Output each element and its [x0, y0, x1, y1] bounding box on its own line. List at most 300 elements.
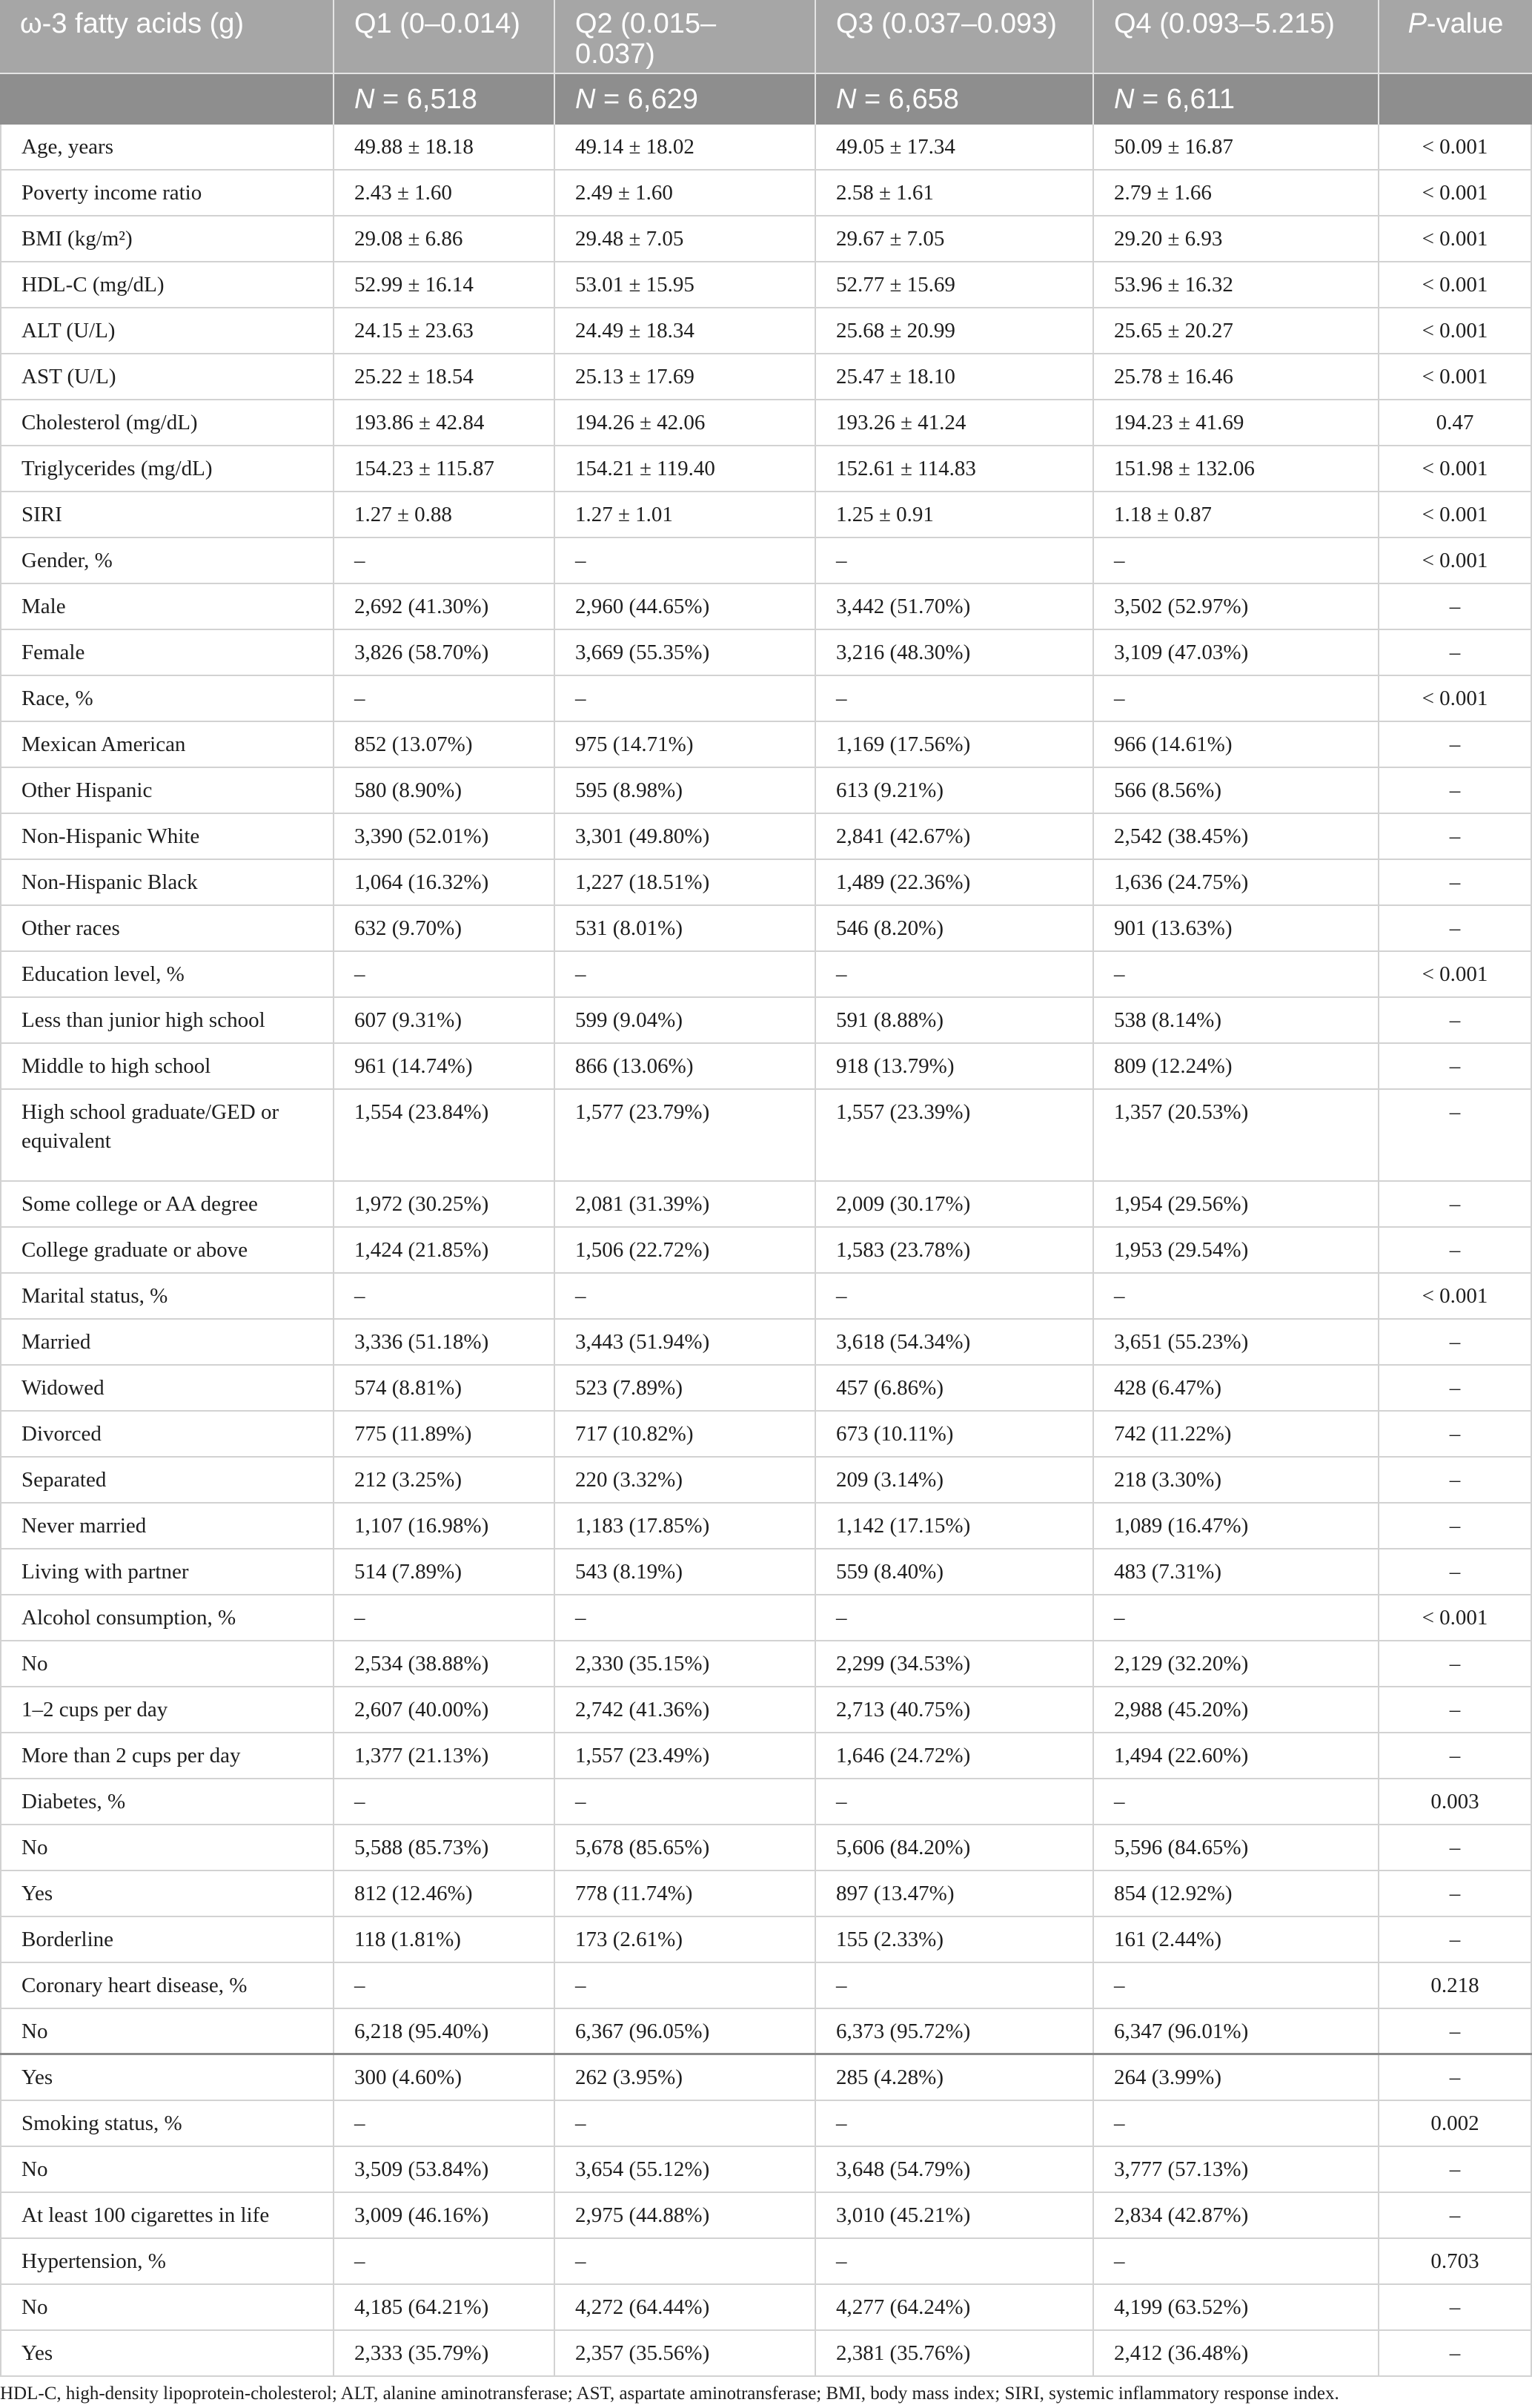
q3-cell: 3,618 (54.34%)	[816, 1320, 1094, 1364]
row-label: ALT (U/L)	[0, 308, 334, 353]
p-value-cell: –	[1379, 2331, 1532, 2375]
q1-cell: 775 (11.89%)	[334, 1412, 555, 1456]
q4-cell: 2,412 (36.48%)	[1094, 2331, 1379, 2375]
q4-cell: 566 (8.56%)	[1094, 768, 1379, 813]
p-value-cell: –	[1379, 2055, 1532, 2100]
q1-cell: 118 (1.81%)	[334, 1917, 555, 1962]
q3-cell: 2,299 (34.53%)	[816, 1641, 1094, 1686]
sample-size-q2	[555, 74, 816, 125]
q2-cell: 717 (10.82%)	[555, 1412, 816, 1456]
q4-cell: 2,988 (45.20%)	[1094, 1687, 1379, 1732]
table-row	[0, 354, 1532, 400]
column-header-variable-label: ω-3 fatty acids (g)	[20, 8, 245, 39]
q4-cell: 218 (3.30%)	[1094, 1458, 1379, 1502]
q1-cell: 3,009 (46.16%)	[334, 2193, 555, 2237]
q1-cell: –	[334, 676, 555, 721]
q3-cell: 1,489 (22.36%)	[816, 860, 1094, 904]
q3-cell: 2,713 (40.75%)	[816, 1687, 1094, 1732]
q3-cell: 25.68 ± 20.99	[816, 308, 1094, 353]
table-row	[0, 308, 1532, 354]
row-label: SIRI	[0, 492, 334, 537]
q1-cell: 607 (9.31%)	[334, 998, 555, 1042]
q1-cell: 24.15 ± 23.63	[334, 308, 555, 353]
p-value-cell: < 0.001	[1379, 216, 1532, 261]
q1-cell: –	[334, 952, 555, 996]
q2-cell: 3,654 (55.12%)	[555, 2147, 816, 2192]
row-label: Smoking status, %	[0, 2101, 334, 2146]
q3-cell: –	[816, 1963, 1094, 2008]
q2-cell: 1,506 (22.72%)	[555, 1228, 816, 1272]
p-value-cell: –	[1379, 1641, 1532, 1686]
p-value-cell: –	[1379, 860, 1532, 904]
q3-cell: 3,648 (54.79%)	[816, 2147, 1094, 2192]
p-value-cell: < 0.001	[1379, 1595, 1532, 1640]
table-row	[0, 1595, 1532, 1641]
q3-cell: –	[816, 1779, 1094, 1824]
row-label: Gender, %	[0, 538, 334, 583]
row-label: Other Hispanic	[0, 768, 334, 813]
q4-cell: 3,109 (47.03%)	[1094, 630, 1379, 675]
p-value-cell: < 0.001	[1379, 125, 1532, 169]
q3-cell: –	[816, 2101, 1094, 2146]
q2-cell: 1,227 (18.51%)	[555, 860, 816, 904]
q4-cell: 25.65 ± 20.27	[1094, 308, 1379, 353]
q4-cell: 161 (2.44%)	[1094, 1917, 1379, 1962]
q1-cell: 2,534 (38.88%)	[334, 1641, 555, 1686]
q2-cell: 778 (11.74%)	[555, 1871, 816, 1916]
q1-cell: –	[334, 538, 555, 583]
row-label: Non-Hispanic Black	[0, 860, 334, 904]
q3-cell: 1,557 (23.39%)	[816, 1090, 1094, 1180]
q4-cell: 151.98 ± 132.06	[1094, 446, 1379, 491]
q4-cell: 1,954 (29.56%)	[1094, 1182, 1379, 1226]
row-label: Middle to high school	[0, 1044, 334, 1088]
q2-cell: 1,183 (17.85%)	[555, 1504, 816, 1548]
q1-cell: 1.27 ± 0.88	[334, 492, 555, 537]
q2-cell: 1,577 (23.79%)	[555, 1090, 816, 1180]
column-header-q4	[1094, 0, 1379, 73]
q3-cell: 2,841 (42.67%)	[816, 814, 1094, 859]
row-label: Marital status, %	[0, 1274, 334, 1318]
q3-cell: 3,216 (48.30%)	[816, 630, 1094, 675]
row-label: BMI (kg/m²)	[0, 216, 334, 261]
p-value-cell: –	[1379, 1182, 1532, 1226]
q3-cell: 193.26 ± 41.24	[816, 400, 1094, 445]
table-row	[0, 1825, 1532, 1871]
q2-cell: 2,742 (41.36%)	[555, 1687, 816, 1732]
q4-cell: –	[1094, 2101, 1379, 2146]
row-label: Divorced	[0, 1412, 334, 1456]
q3-cell: 3,442 (51.70%)	[816, 584, 1094, 629]
table-row	[0, 2331, 1532, 2377]
row-label: Living with partner	[0, 1549, 334, 1594]
q4-cell: 809 (12.24%)	[1094, 1044, 1379, 1088]
table-row	[0, 1044, 1532, 1090]
q2-cell: 2,975 (44.88%)	[555, 2193, 816, 2237]
column-header-row	[0, 0, 1532, 74]
p-value-cell: –	[1379, 1825, 1532, 1870]
q3-cell: 613 (9.21%)	[816, 768, 1094, 813]
table-row	[0, 814, 1532, 860]
q4-cell: 50.09 ± 16.87	[1094, 125, 1379, 169]
q1-cell: 154.23 ± 115.87	[334, 446, 555, 491]
q2-cell: 599 (9.04%)	[555, 998, 816, 1042]
q2-cell: 220 (3.32%)	[555, 1458, 816, 1502]
sample-size-q3	[816, 74, 1094, 125]
row-label: No	[0, 2009, 334, 2053]
column-header-variable	[0, 0, 334, 73]
table-row	[0, 125, 1532, 171]
q1-cell: 4,185 (64.21%)	[334, 2285, 555, 2329]
p-value-cell: –	[1379, 2193, 1532, 2237]
table-row	[0, 1963, 1532, 2009]
q2-cell: 6,367 (96.05%)	[555, 2009, 816, 2053]
row-label: High school graduate/GED or equivalent	[0, 1090, 334, 1180]
p-value-cell: < 0.001	[1379, 676, 1532, 721]
row-label: Separated	[0, 1458, 334, 1502]
column-header-q1-label: Q1 (0–0.014)	[354, 8, 520, 39]
q2-cell: –	[555, 1274, 816, 1318]
sample-size-blank	[0, 74, 334, 125]
q2-cell: –	[555, 1963, 816, 2008]
sample-size-q3-label: N = 6,658	[836, 83, 959, 115]
table-row	[0, 400, 1532, 446]
table-row	[0, 1549, 1532, 1595]
column-header-q1	[334, 0, 555, 73]
table-body	[0, 125, 1532, 2377]
table-row	[0, 860, 1532, 906]
row-label: Some college or AA degree	[0, 1182, 334, 1226]
row-label: Triglycerides (mg/dL)	[0, 446, 334, 491]
q1-cell: 29.08 ± 6.86	[334, 216, 555, 261]
q3-cell: 152.61 ± 114.83	[816, 446, 1094, 491]
p-value-cell: < 0.001	[1379, 308, 1532, 353]
q4-cell: 53.96 ± 16.32	[1094, 262, 1379, 307]
q3-cell: 4,277 (64.24%)	[816, 2285, 1094, 2329]
sample-size-q1	[334, 74, 555, 125]
table-row	[0, 998, 1532, 1044]
q3-cell: 209 (3.14%)	[816, 1458, 1094, 1502]
q4-cell: 1,636 (24.75%)	[1094, 860, 1379, 904]
q2-cell: 3,669 (55.35%)	[555, 630, 816, 675]
row-label: No	[0, 1641, 334, 1686]
q2-cell: –	[555, 2239, 816, 2283]
row-label: Male	[0, 584, 334, 629]
row-label: Borderline	[0, 1917, 334, 1962]
column-header-p-value	[1379, 0, 1532, 73]
row-label: Yes	[0, 2331, 334, 2375]
table-row	[0, 1779, 1532, 1825]
q1-cell: –	[334, 2239, 555, 2283]
q1-cell: 25.22 ± 18.54	[334, 354, 555, 399]
row-label: Female	[0, 630, 334, 675]
row-label: Diabetes, %	[0, 1779, 334, 1824]
q3-cell: 2,009 (30.17%)	[816, 1182, 1094, 1226]
p-value-cell: –	[1379, 906, 1532, 950]
q4-cell: 966 (14.61%)	[1094, 722, 1379, 767]
sample-size-q2-label: N = 6,629	[575, 83, 698, 115]
q3-cell: 285 (4.28%)	[816, 2055, 1094, 2100]
q2-cell: –	[555, 2101, 816, 2146]
q2-cell: 1.27 ± 1.01	[555, 492, 816, 537]
p-value-cell: –	[1379, 2147, 1532, 2192]
q3-cell: –	[816, 952, 1094, 996]
q1-cell: 2.43 ± 1.60	[334, 171, 555, 215]
q4-cell: 3,651 (55.23%)	[1094, 1320, 1379, 1364]
p-value-cell: –	[1379, 2285, 1532, 2329]
q4-cell: 483 (7.31%)	[1094, 1549, 1379, 1594]
q1-cell: 812 (12.46%)	[334, 1871, 555, 1916]
q2-cell: 523 (7.89%)	[555, 1366, 816, 1410]
p-value-cell: < 0.001	[1379, 1274, 1532, 1318]
table-row	[0, 446, 1532, 492]
q3-cell: –	[816, 676, 1094, 721]
q3-cell: 155 (2.33%)	[816, 1917, 1094, 1962]
q1-cell: 1,064 (16.32%)	[334, 860, 555, 904]
q1-cell: 3,336 (51.18%)	[334, 1320, 555, 1364]
p-value-cell: 0.003	[1379, 1779, 1532, 1824]
q3-cell: –	[816, 538, 1094, 583]
q3-cell: 673 (10.11%)	[816, 1412, 1094, 1456]
sample-size-q4-label: N = 6,611	[1114, 83, 1236, 115]
table-row	[0, 1504, 1532, 1549]
q4-cell: 29.20 ± 6.93	[1094, 216, 1379, 261]
row-label: Widowed	[0, 1366, 334, 1410]
q4-cell: 2,129 (32.20%)	[1094, 1641, 1379, 1686]
q2-cell: 4,272 (64.44%)	[555, 2285, 816, 2329]
q2-cell: –	[555, 1595, 816, 1640]
table-row	[0, 262, 1532, 308]
q2-cell: 595 (8.98%)	[555, 768, 816, 813]
column-header-q2	[555, 0, 816, 73]
sample-size-q1-label: N = 6,518	[354, 83, 477, 115]
p-value-cell: –	[1379, 1090, 1532, 1180]
q3-cell: 559 (8.40%)	[816, 1549, 1094, 1594]
p-value-cell: –	[1379, 1917, 1532, 1962]
row-label: Yes	[0, 2055, 334, 2100]
p-value-cell: 0.002	[1379, 2101, 1532, 2146]
q4-cell: 6,347 (96.01%)	[1094, 2009, 1379, 2053]
q3-cell: 1,169 (17.56%)	[816, 722, 1094, 767]
table-row	[0, 2193, 1532, 2239]
p-value-cell: –	[1379, 1228, 1532, 1272]
q1-cell: 1,424 (21.85%)	[334, 1228, 555, 1272]
p-value-cell: –	[1379, 630, 1532, 675]
q2-cell: 25.13 ± 17.69	[555, 354, 816, 399]
q4-cell: 1,089 (16.47%)	[1094, 1504, 1379, 1548]
q4-cell: 742 (11.22%)	[1094, 1412, 1379, 1456]
table-row	[0, 2239, 1532, 2285]
q1-cell: –	[334, 1595, 555, 1640]
p-value-cell: < 0.001	[1379, 262, 1532, 307]
q2-cell: 975 (14.71%)	[555, 722, 816, 767]
table-row	[0, 676, 1532, 722]
p-value-cell: 0.47	[1379, 400, 1532, 445]
p-value-cell: < 0.001	[1379, 171, 1532, 215]
row-label: Alcohol consumption, %	[0, 1595, 334, 1640]
q4-cell: –	[1094, 952, 1379, 996]
table-row	[0, 1090, 1532, 1182]
q3-cell: 1,646 (24.72%)	[816, 1733, 1094, 1778]
q1-cell: 193.86 ± 42.84	[334, 400, 555, 445]
table-footnote: HDL-C, high-density lipoprotein-cholesterol; ALT, alanine aminotransferase; AST, aspartate aminotransferase; BMI, body mass index; SIRI, systemic inflammatory response index.	[0, 2384, 1339, 2404]
q2-cell: 2,357 (35.56%)	[555, 2331, 816, 2375]
table-row	[0, 1274, 1532, 1320]
q4-cell: 2,834 (42.87%)	[1094, 2193, 1379, 2237]
q3-cell: 591 (8.88%)	[816, 998, 1094, 1042]
table-row	[0, 538, 1532, 584]
q2-cell: –	[555, 676, 816, 721]
q2-cell: 24.49 ± 18.34	[555, 308, 816, 353]
q3-cell: 457 (6.86%)	[816, 1366, 1094, 1410]
row-label: Age, years	[0, 125, 334, 169]
q3-cell: –	[816, 1595, 1094, 1640]
p-value-cell: –	[1379, 722, 1532, 767]
q1-cell: –	[334, 2101, 555, 2146]
p-value-cell: –	[1379, 768, 1532, 813]
q4-cell: 854 (12.92%)	[1094, 1871, 1379, 1916]
q1-cell: 6,218 (95.40%)	[334, 2009, 555, 2053]
p-value-cell: –	[1379, 998, 1532, 1042]
p-value-cell: –	[1379, 1733, 1532, 1778]
q3-cell: 2.58 ± 1.61	[816, 171, 1094, 215]
q1-cell: –	[334, 1274, 555, 1318]
q3-cell: 918 (13.79%)	[816, 1044, 1094, 1088]
row-label: No	[0, 1825, 334, 1870]
row-label: College graduate or above	[0, 1228, 334, 1272]
table-row	[0, 722, 1532, 768]
q4-cell: 901 (13.63%)	[1094, 906, 1379, 950]
q4-cell: –	[1094, 1595, 1379, 1640]
q3-cell: 2,381 (35.76%)	[816, 2331, 1094, 2375]
q4-cell: 1,357 (20.53%)	[1094, 1090, 1379, 1180]
q1-cell: –	[334, 1779, 555, 1824]
q3-cell: –	[816, 1274, 1094, 1318]
q2-cell: 543 (8.19%)	[555, 1549, 816, 1594]
p-value-cell: –	[1379, 1320, 1532, 1364]
p-value-cell: < 0.001	[1379, 952, 1532, 996]
sample-size-p-blank	[1379, 74, 1532, 125]
q3-cell: 1.25 ± 0.91	[816, 492, 1094, 537]
q4-cell: –	[1094, 538, 1379, 583]
table-row	[0, 1182, 1532, 1228]
row-label: Education level, %	[0, 952, 334, 996]
p-value-cell: –	[1379, 1458, 1532, 1502]
p-value-cell: < 0.001	[1379, 538, 1532, 583]
q2-cell: 3,301 (49.80%)	[555, 814, 816, 859]
q3-cell: 29.67 ± 7.05	[816, 216, 1094, 261]
table-row	[0, 2101, 1532, 2147]
q2-cell: 262 (3.95%)	[555, 2055, 816, 2100]
q4-cell: 2,542 (38.45%)	[1094, 814, 1379, 859]
sample-size-row	[0, 74, 1532, 125]
q2-cell: –	[555, 952, 816, 996]
row-label: Race, %	[0, 676, 334, 721]
q4-cell: 264 (3.99%)	[1094, 2055, 1379, 2100]
q4-cell: 5,596 (84.65%)	[1094, 1825, 1379, 1870]
q2-cell: 154.21 ± 119.40	[555, 446, 816, 491]
q2-cell: 2,081 (31.39%)	[555, 1182, 816, 1226]
p-value-cell: 0.703	[1379, 2239, 1532, 2283]
q4-cell: –	[1094, 1779, 1379, 1824]
q1-cell: 3,509 (53.84%)	[334, 2147, 555, 2192]
q4-cell: 3,777 (57.13%)	[1094, 2147, 1379, 2192]
p-value-cell: –	[1379, 1871, 1532, 1916]
table-row	[0, 1641, 1532, 1687]
p-value-cell: < 0.001	[1379, 492, 1532, 537]
table-row	[0, 584, 1532, 630]
row-label: Poverty income ratio	[0, 171, 334, 215]
q4-cell: 4,199 (63.52%)	[1094, 2285, 1379, 2329]
q4-cell: –	[1094, 2239, 1379, 2283]
q1-cell: 2,607 (40.00%)	[334, 1687, 555, 1732]
row-label: Hypertension, %	[0, 2239, 334, 2283]
row-label: HDL-C (mg/dL)	[0, 262, 334, 307]
row-label: Other races	[0, 906, 334, 950]
q3-cell: 1,583 (23.78%)	[816, 1228, 1094, 1272]
table-row	[0, 952, 1532, 998]
p-value-cell: –	[1379, 1366, 1532, 1410]
row-label: Cholesterol (mg/dL)	[0, 400, 334, 445]
q4-cell: 538 (8.14%)	[1094, 998, 1379, 1042]
table-row	[0, 171, 1532, 216]
table-row	[0, 630, 1532, 676]
column-header-q3-label: Q3 (0.037–0.093)	[836, 8, 1057, 39]
q1-cell: 2,692 (41.30%)	[334, 584, 555, 629]
q2-cell: 531 (8.01%)	[555, 906, 816, 950]
row-label: Non-Hispanic White	[0, 814, 334, 859]
q2-cell: 2,330 (35.15%)	[555, 1641, 816, 1686]
q3-cell: 25.47 ± 18.10	[816, 354, 1094, 399]
table-row	[0, 1687, 1532, 1733]
q1-cell: 5,588 (85.73%)	[334, 1825, 555, 1870]
table-row	[0, 492, 1532, 538]
q2-cell: 866 (13.06%)	[555, 1044, 816, 1088]
q1-cell: 1,377 (21.13%)	[334, 1733, 555, 1778]
table-row	[0, 216, 1532, 262]
q1-cell: 574 (8.81%)	[334, 1366, 555, 1410]
q2-cell: –	[555, 1779, 816, 1824]
column-header-q2-label: Q2 (0.015–0.037)	[575, 8, 717, 70]
row-label: 1–2 cups per day	[0, 1687, 334, 1732]
q4-cell: 3,502 (52.97%)	[1094, 584, 1379, 629]
p-value-cell: –	[1379, 1412, 1532, 1456]
q3-cell: 49.05 ± 17.34	[816, 125, 1094, 169]
table-row	[0, 906, 1532, 952]
row-label: Coronary heart disease, %	[0, 1963, 334, 2008]
q2-cell: 173 (2.61%)	[555, 1917, 816, 1962]
q2-cell: 49.14 ± 18.02	[555, 125, 816, 169]
table-row	[0, 1366, 1532, 1412]
q1-cell: 514 (7.89%)	[334, 1549, 555, 1594]
q3-cell: 3,010 (45.21%)	[816, 2193, 1094, 2237]
q2-cell: 194.26 ± 42.06	[555, 400, 816, 445]
q1-cell: 300 (4.60%)	[334, 2055, 555, 2100]
table-row	[0, 1917, 1532, 1963]
row-label: Mexican American	[0, 722, 334, 767]
q1-cell: 2,333 (35.79%)	[334, 2331, 555, 2375]
table-row	[0, 1320, 1532, 1366]
p-value-cell: –	[1379, 584, 1532, 629]
q2-cell: 5,678 (85.65%)	[555, 1825, 816, 1870]
q1-cell: 1,554 (23.84%)	[334, 1090, 555, 1180]
row-label: Yes	[0, 1871, 334, 1916]
row-label: Never married	[0, 1504, 334, 1548]
sample-size-q4	[1094, 74, 1379, 125]
q2-cell: 1,557 (23.49%)	[555, 1733, 816, 1778]
q1-cell: 852 (13.07%)	[334, 722, 555, 767]
q4-cell: 25.78 ± 16.46	[1094, 354, 1379, 399]
